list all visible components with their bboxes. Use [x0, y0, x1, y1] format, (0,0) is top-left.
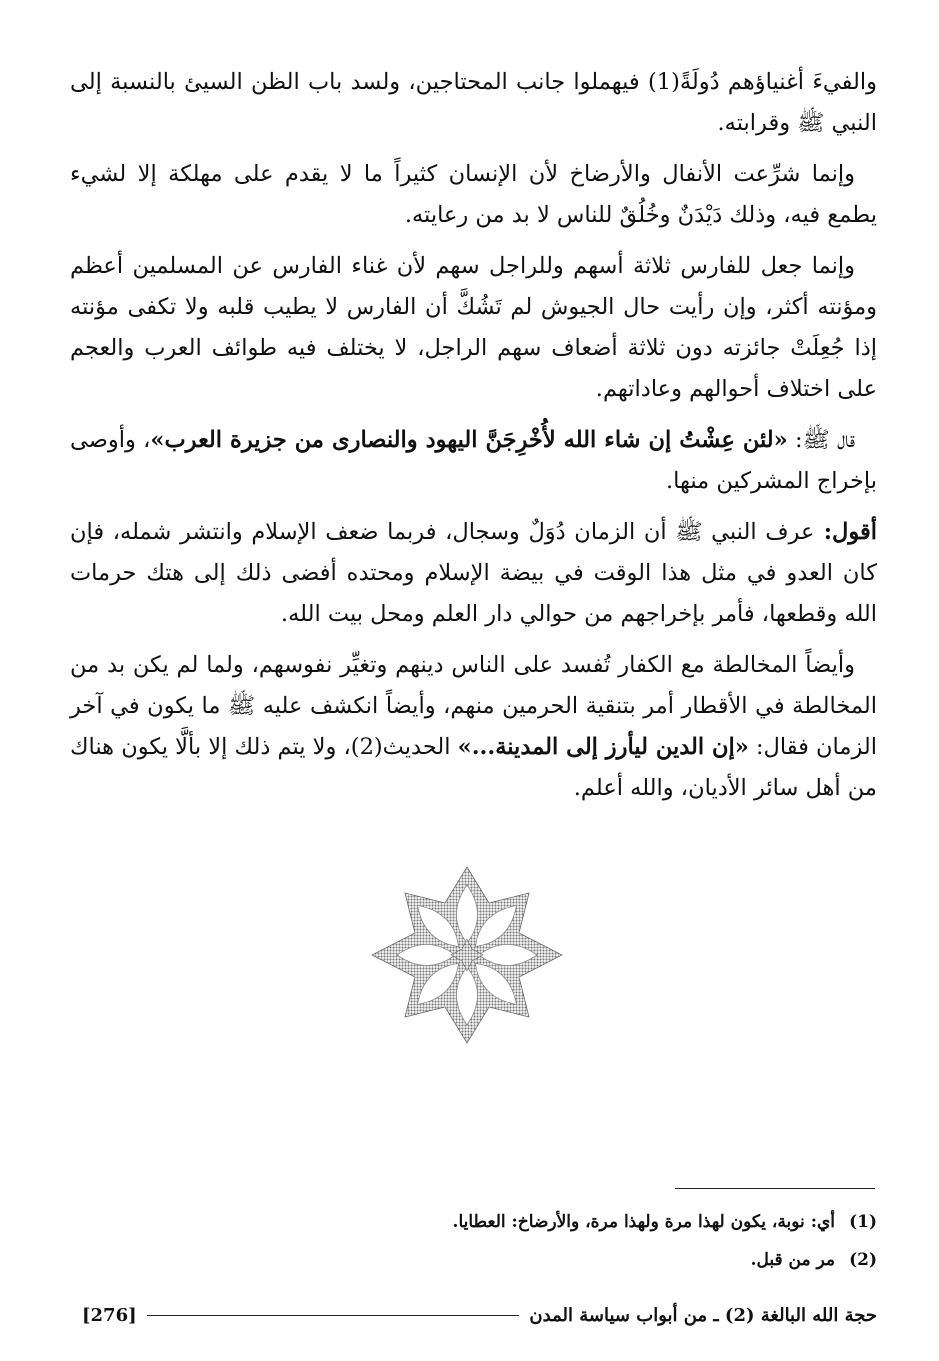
footnote-text: مر من قبل.: [750, 1250, 835, 1270]
paragraph-3: وإنما جعل للفارس ثلاثة أسهم وللراجل سهم لأن غناء الفارس عن المسلمين أعظم ومؤنته أكثر، وإن رأيت حال الجيوش لم تَشُكَّ أن الفارس لا يطيب قلبه ولا تكفى مؤنته إذا جُعِلَتْ جائزته دون ثلاثة أضعاف سهم الراجل، لا يختلف فيه طوائف العرب والعجم على اختلاف أحوالهم وعاداتهم.: [70, 253, 877, 402]
paragraph-1: والفيءَ أغنياؤهم دُولَةً(1) فيهملوا جانب المحتاجين، ولسد باب الظن السيئ بالنسبة إلى النبي ﷺ وقرابته.: [70, 69, 878, 136]
book-title: حجة الله البالغة (2) ـ من أبواب سياسة المدن: [529, 1304, 877, 1326]
paragraph-last: [70, 645, 877, 809]
last-quote: «إن الدين ليأرز إلى المدينة...»: [457, 734, 749, 760]
paragraph-aqul: [70, 512, 877, 635]
hadith-quote: «لئن عِشْتُ إن شاء الله لأُخْرِجَنَّ اليهود والنصارى من جزيرة العرب»: [150, 427, 788, 453]
footnote-1: [57, 1203, 877, 1241]
page-number: [276]: [82, 1304, 137, 1326]
page-footer: [82, 1300, 877, 1330]
footnote-text: أي: نوبة، يكون لهذا مرة ولهذا مرة، والأرضاخ: العطايا.: [452, 1212, 835, 1232]
paragraph-hadith: [70, 420, 877, 502]
aqul-lead: أقول:: [814, 519, 877, 545]
hadith-prefix: قال ﷺ:: [787, 427, 855, 453]
hadith-suffix: ، وأوصى بإخراج المشركين منها.: [70, 427, 877, 494]
footnote-number: (2): [849, 1250, 877, 1270]
eight-point-star-ornament-icon: [367, 865, 567, 1045]
last-text-1: وأيضاً المخالطة مع الكفار تُفسد على الناس دينهم وتغيِّر نفوسهم، ولما لم يكن بد من المخالطة في الأقطار أمر بتنقية الحرمين منهم، وأيضاً انكشف عليه ﷺ ما يكون في آخر الزمان فقال:: [70, 652, 877, 760]
footer-line: [147, 1315, 520, 1316]
footnote-number: (1): [849, 1212, 877, 1232]
footnote-separator: [675, 1188, 875, 1189]
last-text-2: الحديث(2)، ولا يتم ذلك إلا بألَّا يكون هناك من أهل سائر الأديان، والله أعلم.: [69, 734, 877, 801]
footnote-2: [57, 1241, 877, 1279]
aqul-text: عرف النبي ﷺ أن الزمان دُوَلٌ وسجال، فربما ضعف الإسلام وانتشر شمله، فإن كان العدو في مثل هذا الوقت في بيضة الإسلام ومحتده أفضى ذلك إلى هتك حرمات الله وقطعها، فأمر بإخراجهم من حوالي دار العلم ومحل بيت الله.: [70, 519, 877, 627]
main-text: [70, 62, 877, 819]
paragraph-2: وإنما شرِّعت الأنفال والأرضاخ لأن الإنسان كثيراً ما لا يقدم على مهلكة إلا لشيء يطمع فيه، وذلك دَيْدَنٌ وخُلُقٌ للناس لا بد من رعايته.: [70, 161, 877, 228]
footnotes: [57, 1203, 877, 1279]
